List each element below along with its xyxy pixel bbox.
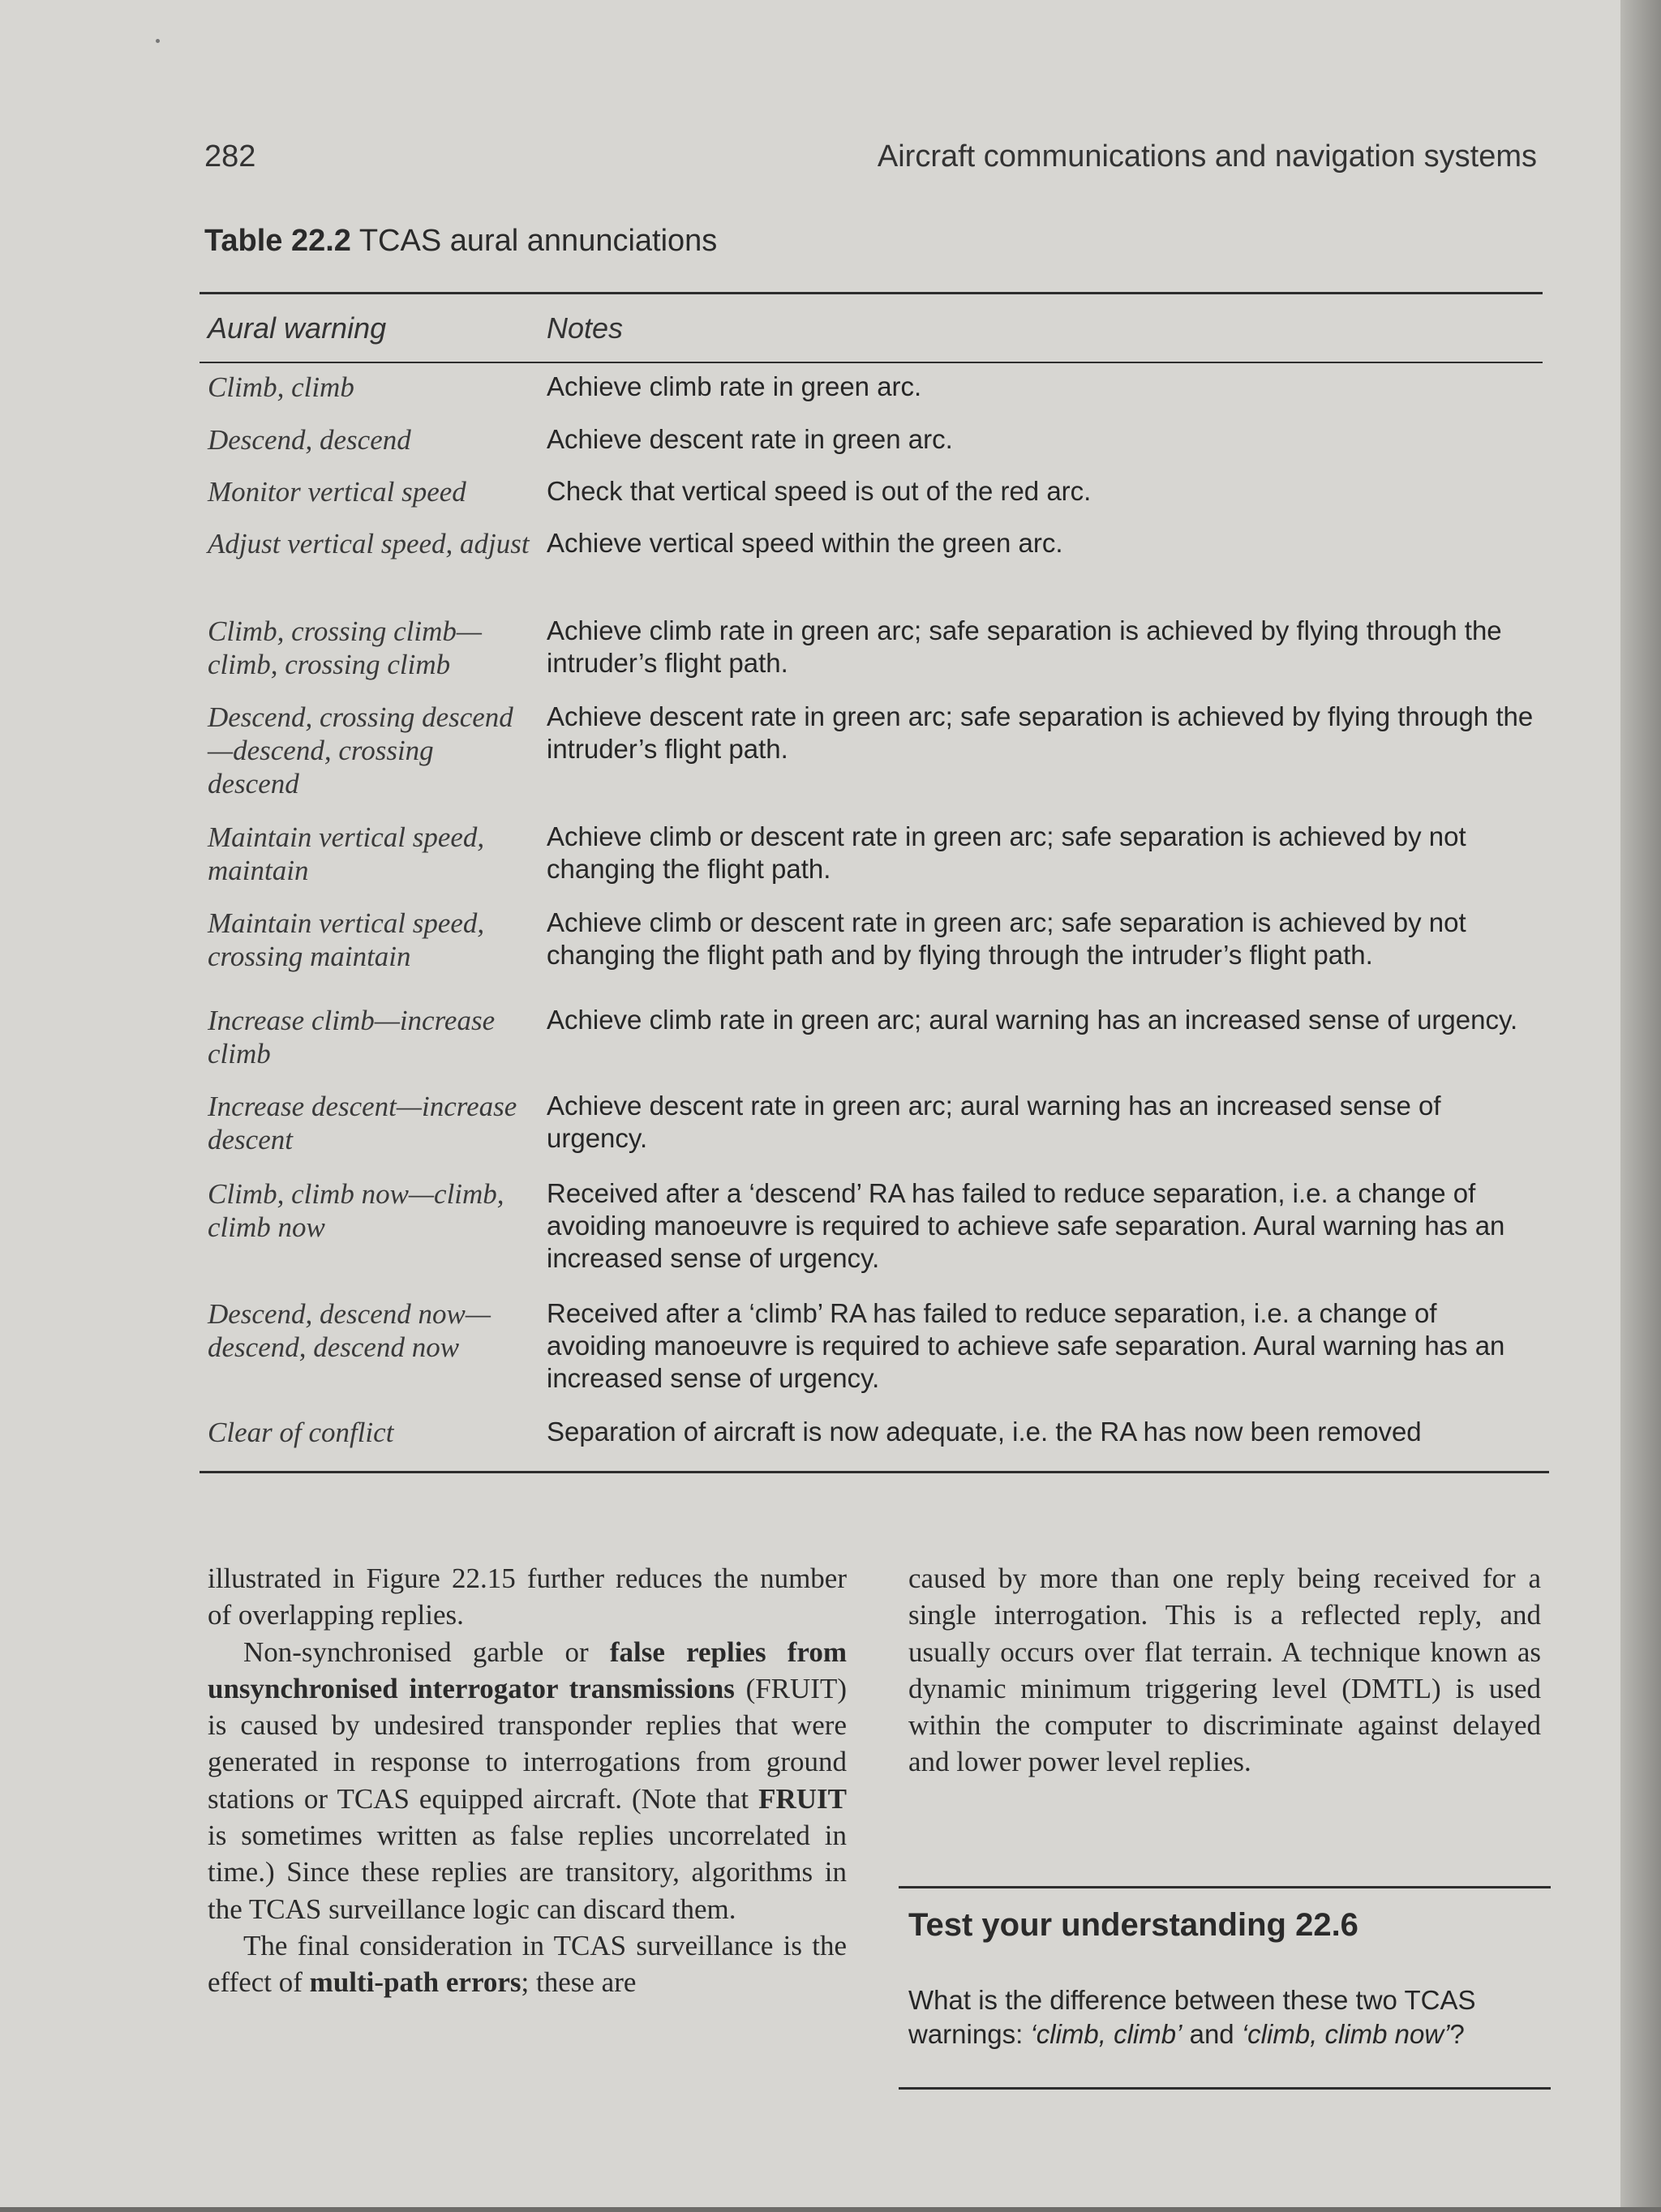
notes-cell: Received after a ‘descend’ RA has failed to reduce separation, i.e. a change of avoiding manoeuvre is required to achieve safe separation. Aural warning has an increased sense of urgency.: [547, 1178, 1505, 1273]
aural-warning-cell: Adjust vertical speed, adjust: [208, 528, 530, 559]
aural-warning-cell: Descend, crossing descend —descend, crossing descend: [208, 701, 513, 799]
bold-term: multi-path errors: [309, 1966, 521, 1999]
aural-warning-cell: Increase descent—increase descent: [208, 1091, 517, 1155]
aural-warning-cell: Increase climb—increase climb: [208, 1005, 496, 1070]
running-head: Aircraft communications and navigation systems: [877, 139, 1537, 174]
table-caption: [204, 224, 717, 259]
text-run: ; these are: [521, 1966, 637, 1999]
notes-cell: Separation of aircraft is now adequate, i.e. the RA has now been removed: [547, 1417, 1422, 1447]
test-your-understanding-title: Test your understanding 22.6: [908, 1907, 1358, 1943]
text-run: ?: [1449, 2019, 1465, 2049]
table-caption-number: Table 22.2: [204, 224, 351, 258]
page-number: 282: [204, 139, 256, 174]
table-caption-title: TCAS aural annunciations: [358, 224, 718, 258]
body-text-right-column: [908, 1560, 1541, 1781]
italic-term: ‘climb, climb now’: [1241, 2019, 1450, 2049]
table-header-rule: [200, 362, 1543, 363]
paragraph: [208, 1927, 847, 2001]
notes-cell: Achieve climb or descent rate in green arc; safe separation is achieved by not changing the flight path.: [547, 821, 1466, 884]
aural-warning-cell: Climb, climb: [208, 371, 354, 403]
page-edge-shadow: [1620, 0, 1661, 2212]
box-bottom-rule: [899, 2087, 1551, 2090]
notes-cell: Received after a ‘climb’ RA has failed to reduce separation, i.e. a change of avoiding manoeuvre is required to achieve safe separation. Aural warning has an increased sense of urgency.: [547, 1298, 1505, 1393]
text-run: What is the difference between these two TCAS warnings:: [908, 1985, 1476, 2049]
notes-cell: Check that vertical speed is out of the red arc.: [547, 476, 1092, 506]
text-run: Non-synchronised garble or: [243, 1635, 610, 1668]
paragraph: caused by more than one reply being received for a single interrogation. This is a reflected reply, and usually occurs over flat terrain. A technique known as dynamic minimum triggering level (DMTL) is used within the computer to discriminate against delayed and lower power level replies.: [908, 1563, 1541, 1778]
body-text-left-column: [208, 1560, 847, 2001]
aural-warning-cell: Descend, descend: [208, 424, 411, 456]
table-top-rule: [200, 292, 1543, 294]
italic-term: ‘climb, climb’: [1030, 2019, 1182, 2049]
notes-cell: Achieve descent rate in green arc.: [547, 424, 953, 454]
column-header-aural-warning: Aural warning: [208, 311, 387, 345]
paragraph: illustrated in Figure 22.15 further reduces the number of overlapping replies.: [208, 1563, 847, 1631]
bold-term: FRUIT: [758, 1782, 847, 1815]
notes-cell: Achieve climb rate in green arc; safe separation is achieved by flying through the intruder’s flight path.: [547, 615, 1502, 678]
table-bottom-rule: [200, 1471, 1549, 1473]
text-run: The final consideration in TCAS surveillance is the effect of: [208, 1929, 847, 1999]
aural-warning-cell: Climb, crossing climb—climb, crossing climb: [208, 615, 483, 680]
aural-warning-cell: Descend, descend now—descend, descend now: [208, 1298, 491, 1363]
aural-warning-cell: Clear of conflict: [208, 1417, 394, 1448]
notes-cell: Achieve descent rate in green arc; safe separation is achieved by flying through the intruder’s flight path.: [547, 701, 1534, 764]
column-header-notes: Notes: [547, 311, 624, 345]
text-run: and: [1182, 2019, 1242, 2049]
box-top-rule: [899, 1886, 1551, 1888]
scan-speck: [156, 39, 160, 43]
notes-cell: Achieve climb rate in green arc.: [547, 371, 922, 401]
notes-cell: Achieve vertical speed within the green arc.: [547, 528, 1063, 558]
notes-cell: Achieve climb rate in green arc; aural warning has an increased sense of urgency.: [547, 1005, 1518, 1035]
test-your-understanding-question: [908, 1983, 1541, 2051]
aural-warning-cell: Monitor vertical speed: [208, 476, 466, 508]
aural-warning-cell: Climb, climb now—climb, climb now: [208, 1178, 504, 1243]
text-run: is sometimes written as false replies uncorrelated in time.) Since these replies are transitory, algorithms in the TCAS surveillance logic can discard them.: [208, 1820, 847, 1925]
notes-cell: Achieve climb or descent rate in green arc; safe separation is achieved by not changing the flight path and by flying through the intruder’s flight path.: [547, 907, 1466, 970]
aural-warning-cell: Maintain vertical speed, crossing maintain: [208, 907, 485, 972]
aural-warning-cell: Maintain vertical speed, maintain: [208, 821, 485, 886]
text-run: (FRUIT) is caused by undesired transponder replies that were generated in response to interrogations from ground stations or TCAS equipped aircraft. (Note that: [208, 1672, 847, 1815]
paragraph: [208, 1634, 847, 1927]
notes-cell: Achieve descent rate in green arc; aural warning has an increased sense of urgency.: [547, 1091, 1441, 1153]
scan-bottom-edge: [0, 2207, 1661, 2212]
bold-term: false replies from unsynchronised interrogator transmissions: [208, 1635, 847, 1704]
